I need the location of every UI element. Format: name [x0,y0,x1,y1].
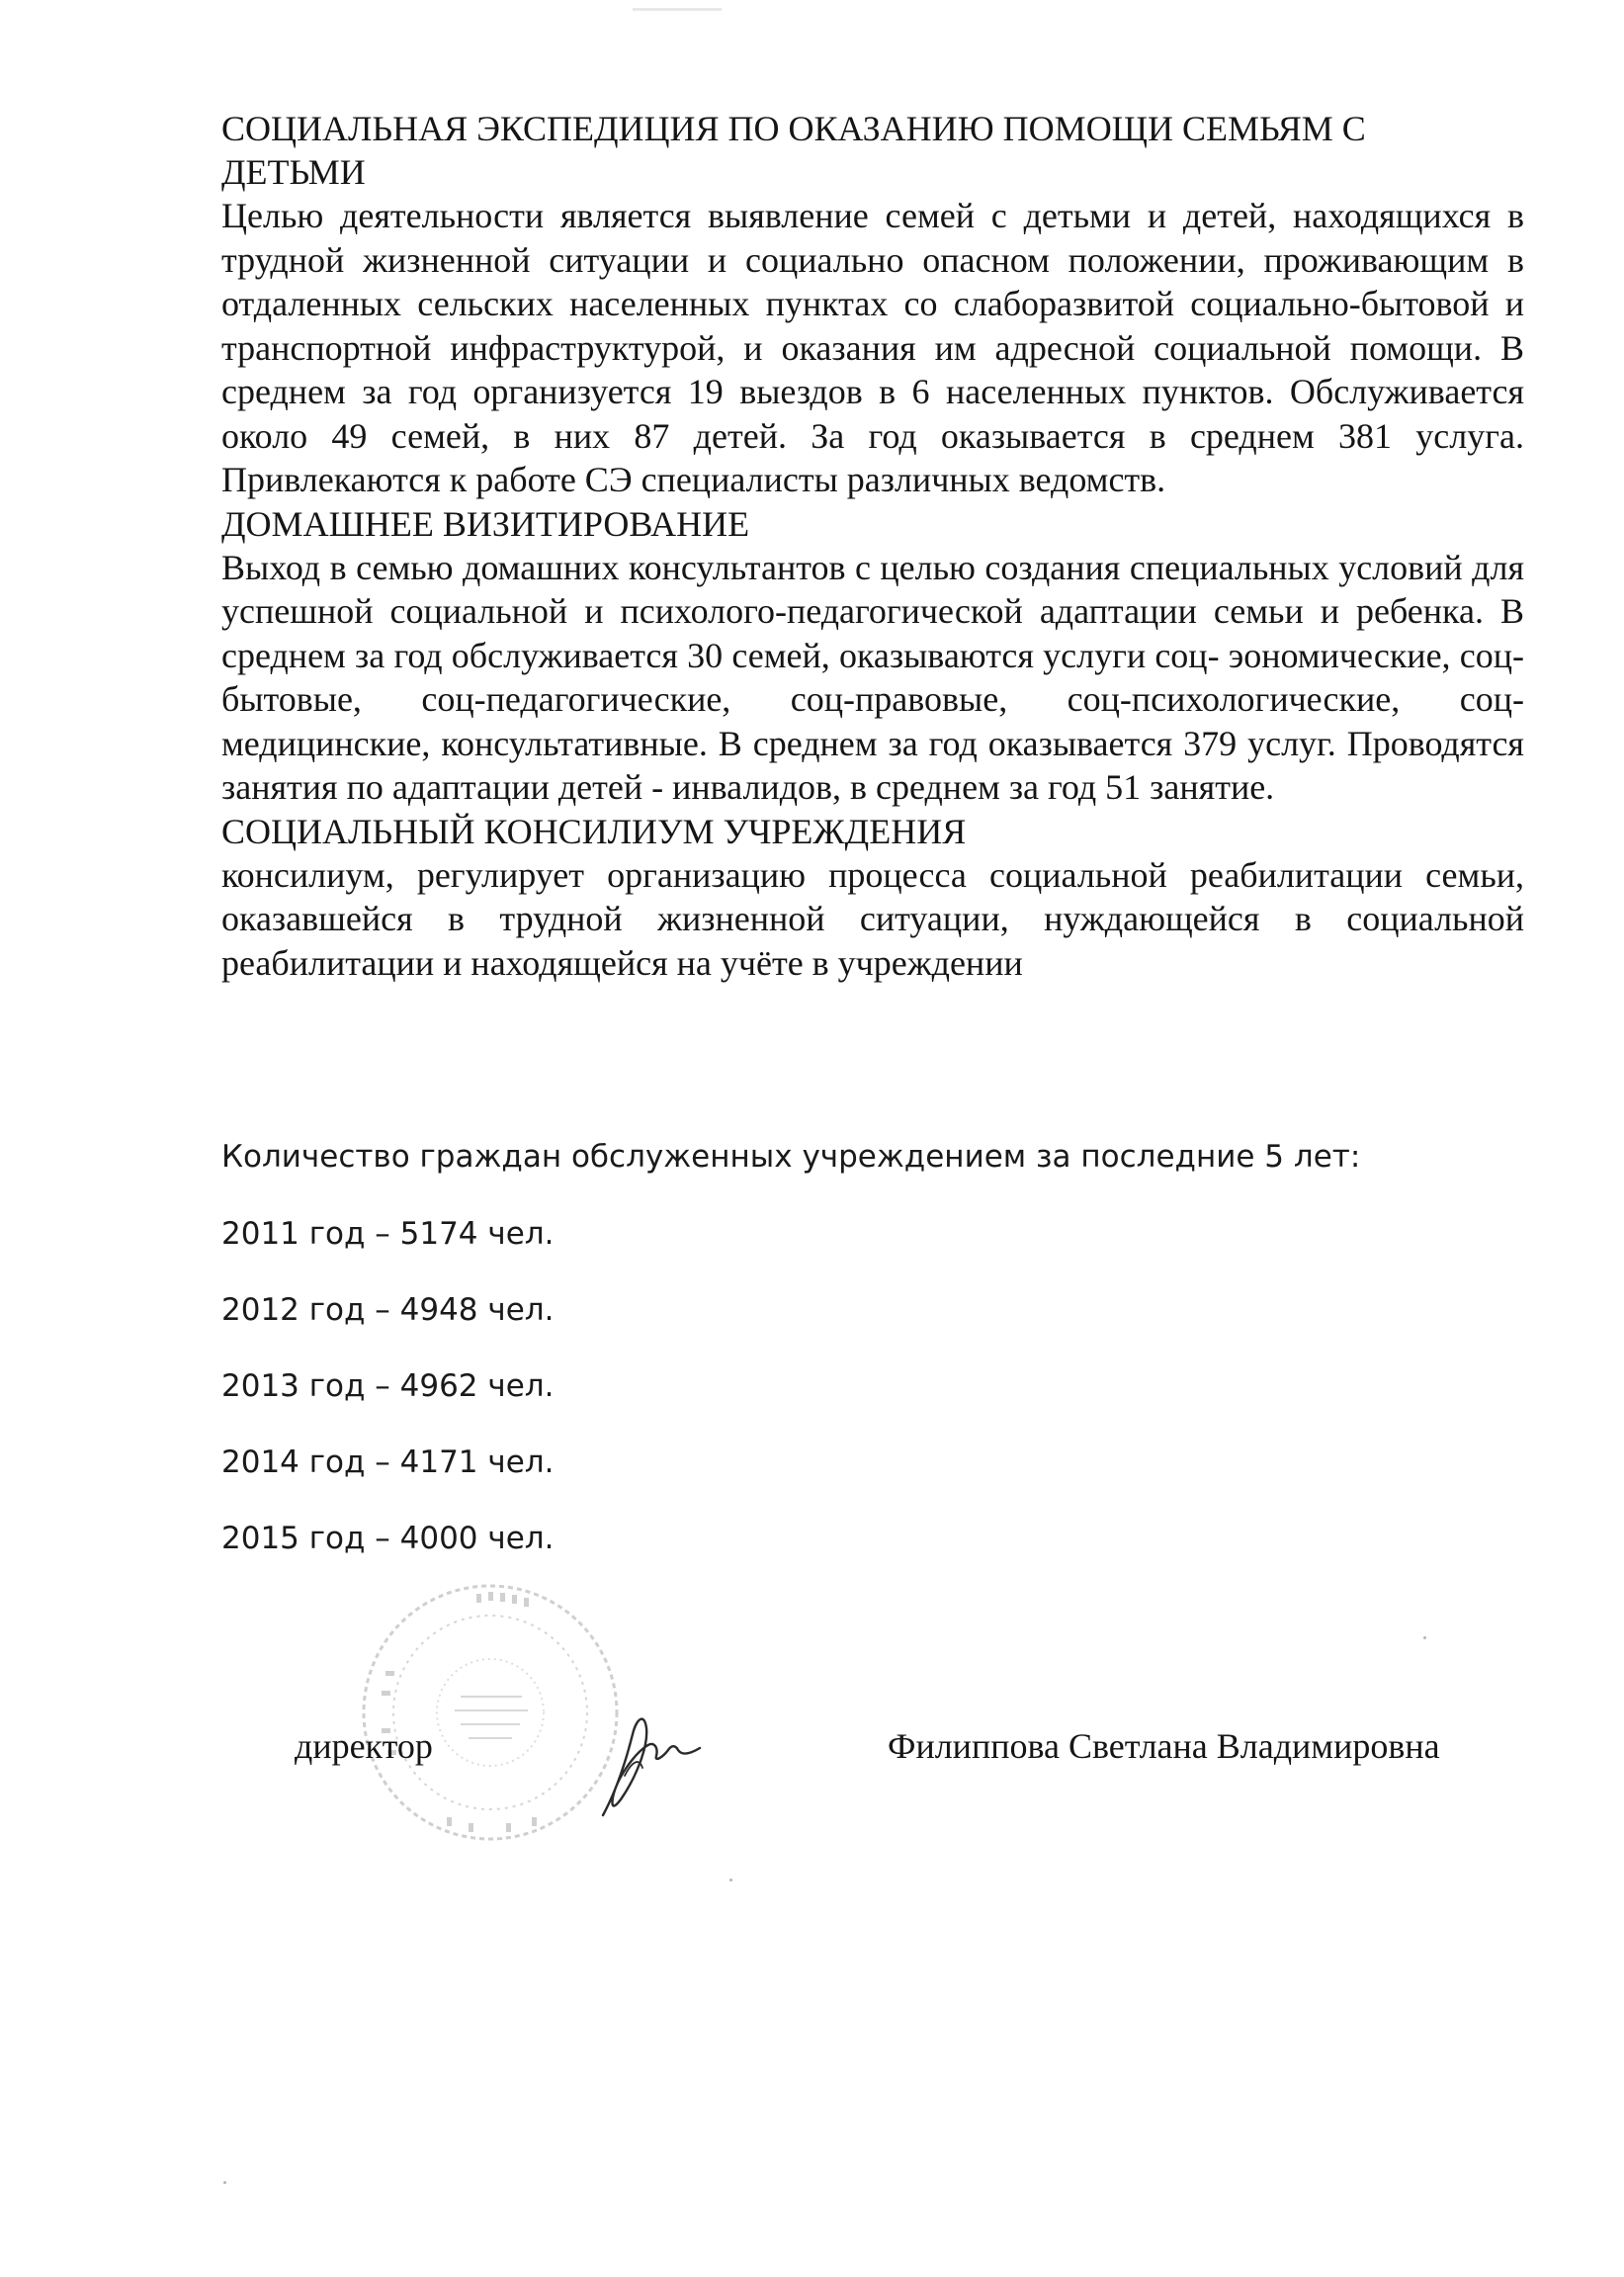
year-entry: 2015 год – 4000 чел. [221,1521,555,1556]
scan-speck [223,2181,226,2184]
section-social-expedition [221,107,1524,502]
section-paragraph: консилиум, регулирует организацию процесса социальной реабилитации семьи, оказавшейся в трудной жизненной ситуации, нуждающейся в социальной реабилитации и находящейся на учёте в учреждении [221,854,1524,983]
year-entry: 2014 год – 4171 чел. [221,1445,555,1480]
year-list [221,1214,1457,1558]
section-paragraph: Выход в семью домашних консультантов с целью создания специальных условий для успешной социальной и психолого-педагогической адаптации семьи и ребенка. В среднем за год обслуживается 30 семей, оказываются услуги соц- эономические, соц-бытовые, соц-педагогические, соц-правовые, соц-психологические, соц-медицинские, консультативные. В среднем за год оказывается 379 услуг. Проводятся занятия по адаптации детей - инвалидов, в среднем за год 51 занятие. [221,547,1524,807]
year-entry: 2012 год – 4948 чел. [221,1292,555,1328]
scan-speck [729,1879,732,1882]
section-social-council [221,810,1524,986]
statistics-block [221,1137,1457,1595]
section-paragraph: Целью деятельности является выявление семей с детьми и детей, находящихся в трудной жизненной ситуации и социально опасном положении, проживающим в отдаленных сельских населенных пунктах со слаборазвитой социально-бытовой и транспортной инфраструктурой, и оказания им адресной социальной помощи. В среднем за год организуется 19 выездов в 6 населенных пунктов. Обслуживается около 49 семей, в них 87 детей. За год оказывается в среднем 381 услуга. Привлекаются к работе СЭ специалисты различных ведомств. [221,196,1524,499]
year-entry: 2011 год – 5174 чел. [221,1216,555,1252]
year-entry: 2013 год – 4962 чел. [221,1368,555,1404]
document-body [221,107,1524,985]
signatory-name: Филиппова Светлана Владимировна [888,1726,1440,1766]
statistics-summary: Количество граждан обслуженных учреждением за последние 5 лет: [221,1139,1361,1175]
section-heading: СОЦИАЛЬНЫЙ КОНСИЛИУМ УЧРЕЖДЕНИЯ [221,811,967,851]
signatory-role: директор [295,1726,433,1766]
section-heading: ДОМАШНЕЕ ВИЗИТИРОВАНИЕ [221,503,750,544]
section-home-visiting [221,502,1524,810]
section-heading: СОЦИАЛЬНАЯ ЭКСПЕДИЦИЯ ПО ОКАЗАНИЮ ПОМОЩИ СЕМЬЯМ С ДЕТЬМИ [221,109,1366,192]
handwritten-signature-icon [573,1699,712,1827]
scan-artifact [633,8,722,11]
scan-speck [1423,1636,1426,1639]
